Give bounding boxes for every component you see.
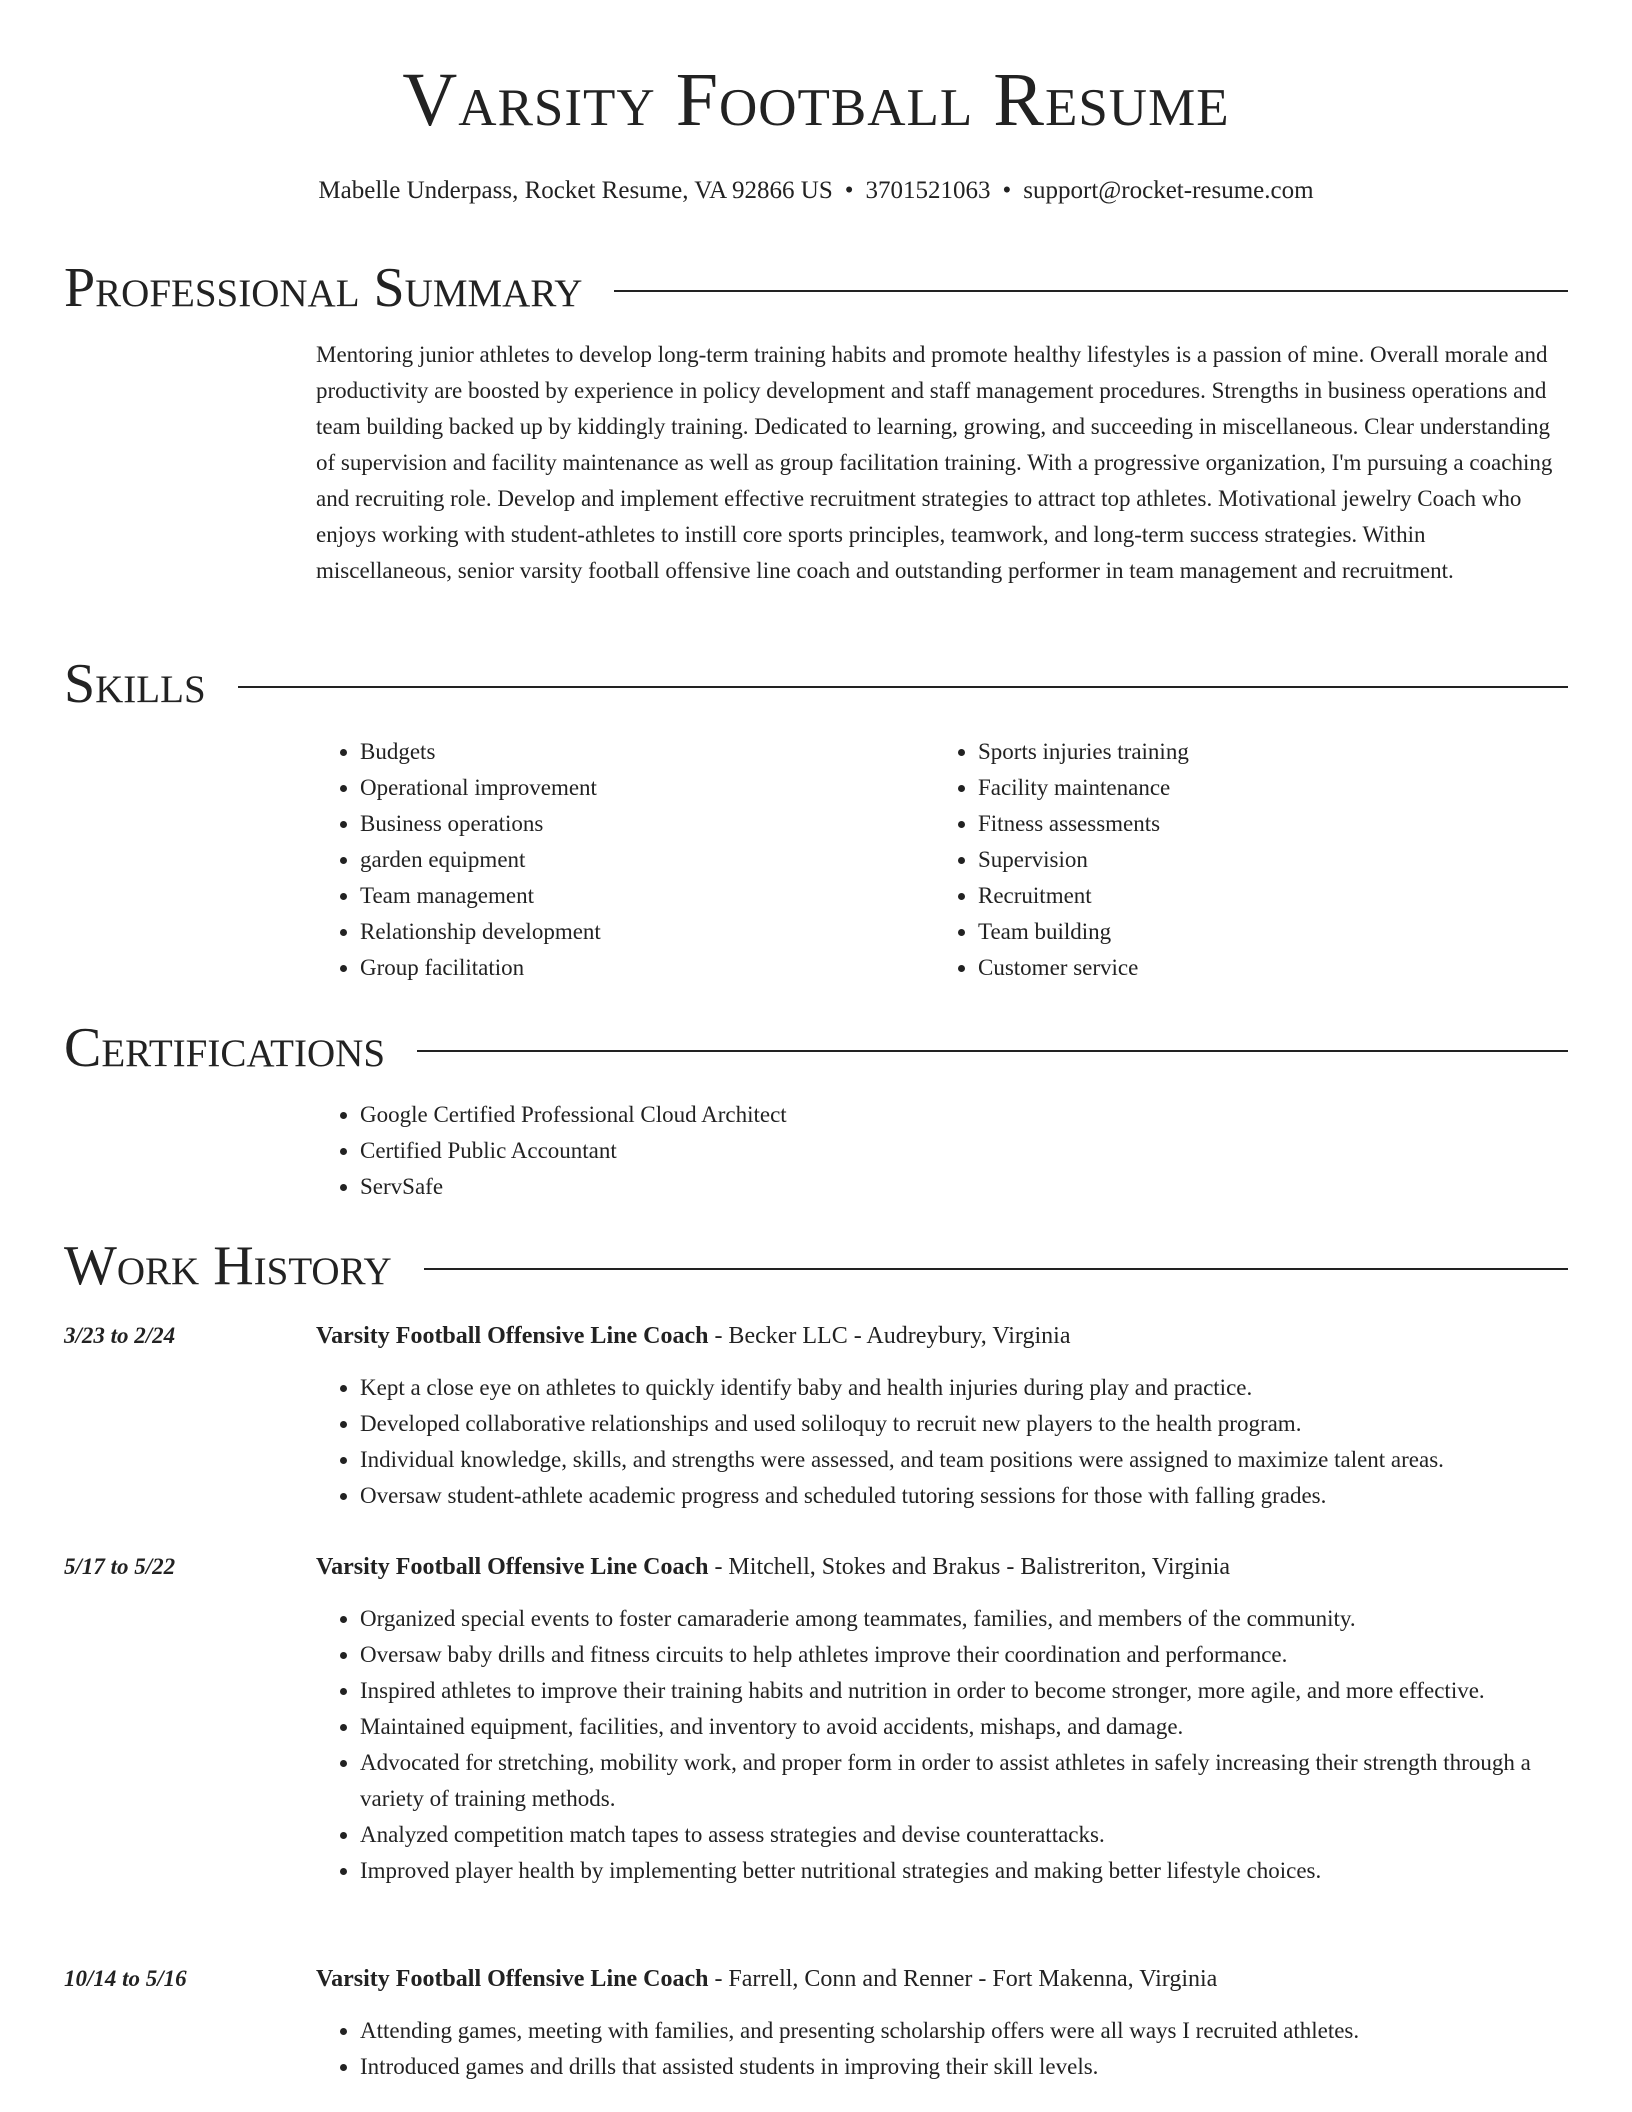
- job-duty: • Individual knowledge, skills, and strengths were assessed, and team positions were assigned to maximize talent areas.: [360, 1442, 1564, 1478]
- certifications-section-header: [64, 1018, 1568, 1078]
- skill-item: • Budgets: [360, 734, 934, 770]
- job-duty: • Analyzed competition match tapes to assess strategies and devise counterattacks.: [360, 1817, 1564, 1853]
- job-duty: • Inspired athletes to improve their training habits and nutrition in order to become stronger, more agile, and more effective.: [360, 1673, 1564, 1709]
- job-role: Varsity Football Offensive Line Coach: [316, 1323, 709, 1349]
- summary-heading: Professional Summary: [64, 257, 583, 319]
- job-employer: - Mitchell, Stokes and Brakus - Balistreriton, Virginia: [708, 1554, 1231, 1580]
- skill-item: • Sports injuries training: [978, 734, 1552, 770]
- skills-grid: [316, 734, 1564, 986]
- job-duty: • Introduced games and drills that assisted students in improving their skill levels.: [360, 2049, 1564, 2085]
- work-heading: Work History: [64, 1235, 392, 1297]
- skill-item: • Group facilitation: [360, 950, 934, 986]
- section-divider: [238, 686, 1568, 688]
- job-entry: [316, 1549, 1564, 1889]
- contact-email: support@rocket-resume.com: [1023, 177, 1314, 204]
- job-title-line: [316, 1549, 1564, 1585]
- job-employer: - Becker LLC - Audreybury, Virginia: [708, 1323, 1071, 1349]
- contact-address: Mabelle Underpass, Rocket Resume, VA 92866 US: [318, 177, 833, 204]
- certification-item: • Certified Public Accountant: [360, 1133, 1564, 1169]
- certification-item: • Google Certified Professional Cloud Architect: [360, 1097, 1564, 1133]
- job-duty: • Improved player health by implementing better nutritional strategies and making better lifestyle choices.: [360, 1853, 1564, 1889]
- skill-item: • Fitness assessments: [978, 806, 1552, 842]
- job-duties-list: [316, 1370, 1564, 1514]
- skills-list-right: [934, 734, 1552, 986]
- summary-section-header: [64, 258, 1568, 318]
- contact-phone: 3701521063: [865, 177, 991, 204]
- certifications-body: [316, 1097, 1564, 1205]
- section-divider: [417, 1050, 1568, 1052]
- job-duty: • Maintained equipment, facilities, and inventory to avoid accidents, mishaps, and damage.: [360, 1709, 1564, 1745]
- job-dates: 10/14 to 5/16: [64, 1966, 187, 1991]
- skill-item: • Team building: [978, 914, 1552, 950]
- skill-item: • Facility maintenance: [978, 770, 1552, 806]
- skill-item: • Supervision: [978, 842, 1552, 878]
- job-role: Varsity Football Offensive Line Coach: [316, 1554, 709, 1580]
- skill-item: • Business operations: [360, 806, 934, 842]
- summary-text: Mentoring junior athletes to develop long-term training habits and promote healthy lifestyles is a passion of mine. Overall morale and productivity are boosted by experience in policy development and staff management procedures. Strengths in business operations and team building backed up by kiddingly training. Dedicated to learning, growing, and succeeding in miscellaneous. Clear understanding of supervision and facility maintenance as well as group facilitation training. With a progressive organization, I'm pursuing a coaching and recruiting role. Develop and implement effective recruitment strategies to attract top athletes. Motivational jewelry Coach who enjoys working with student-athletes to instill core sports principles, teamwork, and long-term success strategies. Within miscellaneous, senior varsity football offensive line coach and outstanding performer in team management and recruitment.: [316, 342, 1553, 583]
- skills-column-right: [934, 734, 1552, 986]
- skill-item: • Customer service: [978, 950, 1552, 986]
- contact-line: [0, 176, 1632, 206]
- skill-item: • Recruitment: [978, 878, 1552, 914]
- skills-body: [316, 734, 1564, 986]
- summary-body: [316, 337, 1564, 589]
- skill-item: • Relationship development: [360, 914, 934, 950]
- job-duty: • Kept a close eye on athletes to quickly identify baby and health injuries during play and practice.: [360, 1370, 1564, 1406]
- job-role: Varsity Football Offensive Line Coach: [316, 1966, 709, 1992]
- certification-item: • ServSafe: [360, 1169, 1564, 1205]
- job-duties-list: [316, 2013, 1564, 2085]
- job-entry: [316, 1318, 1564, 1514]
- certifications-list: [316, 1097, 1564, 1205]
- contact-separator: •: [1002, 177, 1012, 204]
- job-duty: • Attending games, meeting with families, and presenting scholarship offers were all ways I recruited athletes.: [360, 2013, 1564, 2049]
- skills-section-header: [64, 654, 1568, 714]
- job-dates: 5/17 to 5/22: [64, 1554, 176, 1579]
- skills-column-left: [316, 734, 934, 986]
- job-dates: 3/23 to 2/24: [64, 1323, 176, 1348]
- resume-title: Varsity Football Resume: [402, 58, 1230, 142]
- skill-item: • garden equipment: [360, 842, 934, 878]
- job-entry: [316, 1961, 1564, 2085]
- section-divider: [614, 290, 1568, 292]
- section-divider: [424, 1268, 1568, 1270]
- job-title-line: [316, 1961, 1564, 1997]
- job-duty: • Advocated for stretching, mobility work, and proper form in order to assist athletes in safely increasing their strength through a variety of training methods.: [360, 1745, 1564, 1817]
- job-duty: • Oversaw student-athlete academic progress and scheduled tutoring sessions for those with falling grades.: [360, 1478, 1564, 1514]
- skill-item: • Operational improvement: [360, 770, 934, 806]
- job-duty: • Organized special events to foster camaraderie among teammates, families, and members of the community.: [360, 1601, 1564, 1637]
- job-employer: - Farrell, Conn and Renner - Fort Makenna, Virginia: [708, 1966, 1218, 1992]
- certifications-heading: Certifications: [64, 1017, 386, 1079]
- skills-heading: Skills: [64, 653, 206, 715]
- job-duties-list: [316, 1601, 1564, 1889]
- skill-item: • Team management: [360, 878, 934, 914]
- job-duty: • Developed collaborative relationships and used soliloquy to recruit new players to the health program.: [360, 1406, 1564, 1442]
- work-section-header: [64, 1236, 1568, 1296]
- skills-list-left: [316, 734, 934, 986]
- contact-separator: •: [844, 177, 854, 204]
- job-duty: • Oversaw baby drills and fitness circuits to help athletes improve their coordination and performance.: [360, 1637, 1564, 1673]
- job-title-line: [316, 1318, 1564, 1354]
